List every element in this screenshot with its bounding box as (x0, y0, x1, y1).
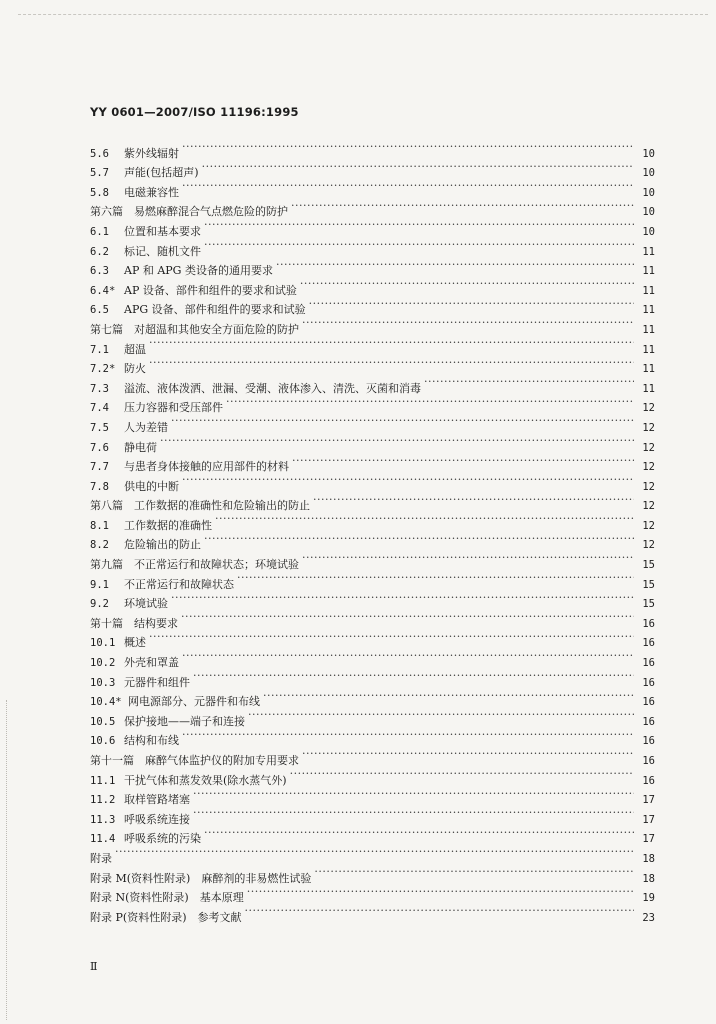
toc-leader-dots (226, 392, 634, 412)
toc-entry (90, 451, 655, 474)
toc-entry-number: 9.2 (90, 598, 109, 611)
toc-entry-number: 11.2 (90, 794, 116, 807)
toc-entry-page: 12 (642, 402, 655, 415)
toc-entry (90, 137, 655, 160)
toc-leader-dots (182, 137, 634, 157)
toc-entry-title: 工作数据的准确性 (124, 518, 212, 532)
toc-entry-number: 7.6 (90, 441, 109, 454)
toc-leader-dots (171, 588, 634, 608)
toc-leader-dots (302, 548, 634, 568)
toc-entry-title: 危险输出的防止 (124, 538, 201, 552)
toc-entry-title: 防火 (124, 362, 146, 376)
toc-entry-page: 10 (642, 147, 655, 160)
toc-entry-number: 6.4* (90, 284, 116, 297)
toc-leader-dots (193, 803, 634, 823)
toc-entry-title: 环境试验 (124, 597, 168, 611)
toc-entry (90, 372, 655, 395)
toc-leader-dots (247, 882, 634, 902)
toc-entry-page: 11 (642, 343, 655, 356)
toc-leader-dots (292, 451, 634, 471)
toc-entry-title: 溢流、液体泼洒、泄漏、受潮、液体渗入、清洗、灭菌和消毒 (124, 381, 421, 395)
toc-leader-dots (302, 313, 634, 333)
toc-entry-page: 16 (642, 617, 655, 630)
toc-entry (90, 411, 655, 434)
toc-entry-title: 第六篇 易燃麻醉混合气点燃危险的防护 (90, 205, 288, 219)
toc-entry-number: 7.5 (90, 421, 109, 434)
toc-entry-number: 7.2* (90, 363, 116, 376)
toc-leader-dots (244, 901, 634, 921)
toc-leader-dots (204, 823, 634, 843)
toc-leader-dots (204, 215, 634, 235)
toc-leader-dots (171, 411, 634, 431)
page-number: Ⅱ (90, 960, 98, 973)
toc-entry-number: 5.6 (90, 147, 109, 160)
toc-entry-title: 电磁兼容性 (124, 185, 179, 199)
toc-entry-title: 第十一篇 麻醉气体监护仪的附加专用要求 (90, 754, 299, 767)
toc-entry-page: 17 (642, 813, 655, 826)
toc-leader-dots (424, 372, 634, 392)
toc-entry-number: 10.1 (90, 637, 116, 650)
toc-entry-number: 7.3 (90, 382, 109, 395)
toc-entry-page: 23 (642, 911, 655, 924)
toc-entry-number: 11.3 (90, 813, 116, 826)
toc-entry-page: 18 (642, 852, 655, 865)
toc-entry-page: 10 (642, 186, 655, 199)
toc-leader-dots (215, 509, 634, 529)
toc-entry-title: 压力容器和受压部件 (124, 401, 223, 415)
toc-leader-dots (204, 529, 634, 549)
toc-entry-title: 附录 P(资料性附录) 参考文献 (90, 910, 242, 924)
toc-entry-title: 第九篇 不正常运行和故障状态；环境试验 (90, 558, 299, 572)
toc-entry-number: 7.4 (90, 402, 109, 415)
toc-entry-title: 结构和布线 (124, 734, 179, 748)
toc-entry-page: 12 (642, 441, 655, 454)
toc-entry (90, 431, 655, 454)
toc-entry-page: 18 (642, 872, 655, 885)
toc-entry-page: 16 (642, 657, 655, 670)
toc-leader-dots (202, 157, 634, 177)
standard-header: YY 0601—2007/ISO 11196:1995 (90, 105, 299, 119)
toc-leader-dots (149, 627, 634, 647)
toc-entry-title: 超温 (124, 342, 146, 356)
toc-entry-title: 外壳和罩盖 (124, 656, 179, 670)
toc-leader-dots (300, 274, 634, 294)
toc-entry (90, 842, 655, 865)
toc-entry-title: APG 设备、部件和组件的要求和试验 (124, 303, 306, 317)
toc-entry-title: 附录 N(资料性附录) 基本原理 (90, 891, 244, 905)
toc-leader-dots (115, 842, 634, 862)
toc-leader-dots (313, 490, 634, 510)
toc-entry-title: 声能(包括超声) (124, 166, 199, 180)
toc-entry-page: 19 (642, 892, 655, 905)
toc-entry-page: 11 (642, 284, 655, 297)
toc-entry-page: 12 (642, 421, 655, 434)
toc-entry-number: 11.1 (90, 774, 116, 787)
toc-entry-page: 10 (642, 167, 655, 180)
toc-entry-number: 6.3 (90, 265, 109, 278)
toc-entry (90, 588, 655, 611)
toc-entry-title: 与患者身体接触的应用部件的材料 (124, 460, 289, 474)
toc-entry-number: 10.3 (90, 676, 116, 689)
toc-leader-dots (149, 353, 634, 373)
toc-entry-title: 元器件和组件 (124, 675, 190, 689)
toc-entry-title: 第八篇 工作数据的准确性和危险输出的防止 (90, 499, 310, 513)
toc-leader-dots (302, 744, 634, 764)
toc-leader-dots (204, 235, 634, 255)
toc-entry-page: 12 (642, 480, 655, 493)
toc-entry-title: 概述 (124, 636, 146, 650)
toc-entry-number: 5.7 (90, 167, 109, 180)
toc-entry-number: 8.2 (90, 539, 109, 552)
toc-entry-title: 标记、随机文件 (124, 244, 201, 258)
toc-entry-number: 10.6 (90, 735, 116, 748)
toc-entry-number: 5.8 (90, 186, 109, 199)
toc-entry-page: 16 (642, 676, 655, 689)
toc-entry-number: 8.1 (90, 519, 109, 532)
toc-entry-page: 15 (642, 578, 655, 591)
toc-entry-title: 不正常运行和故障状态 (124, 577, 234, 591)
toc-entry-page: 16 (642, 696, 655, 709)
toc-entry-page: 11 (642, 265, 655, 278)
toc-entry-page: 15 (642, 559, 655, 572)
toc-entry-number: 9.1 (90, 578, 109, 591)
toc-entry-title: AP 和 APG 类设备的通用要求 (124, 264, 273, 278)
toc-entry-page: 11 (642, 323, 655, 336)
toc-entry-title: 取样管路堵塞 (124, 793, 190, 807)
toc-leader-dots (149, 333, 634, 353)
toc-leader-dots (193, 666, 634, 686)
toc-leader-dots (193, 784, 634, 804)
toc-entry-number: 6.5 (90, 304, 109, 317)
toc-entry-title: 呼吸系统连接 (124, 812, 190, 826)
table-of-contents (90, 137, 655, 924)
toc-entry-page: 16 (642, 735, 655, 748)
toc-entry-number: 7.7 (90, 461, 109, 474)
toc-entry-page: 15 (642, 598, 655, 611)
toc-entry-page: 12 (642, 500, 655, 513)
toc-leader-dots (182, 646, 634, 666)
toc-entry-page: 12 (642, 539, 655, 552)
toc-entry-number: 6.1 (90, 225, 109, 238)
toc-entry-title: 呼吸系统的污染 (124, 832, 201, 846)
toc-entry-page: 12 (642, 461, 655, 474)
toc-entry-title: AP 设备、部件和组件的要求和试验 (124, 283, 297, 297)
toc-entry-page: 11 (642, 245, 655, 258)
toc-entry-number: 10.5 (90, 715, 116, 728)
toc-entry-title: 网电源部分、元器件和布线 (128, 695, 260, 709)
toc-leader-dots (182, 176, 634, 196)
toc-entry-title: 第十篇 结构要求 (90, 616, 178, 630)
toc-entry-page: 10 (642, 225, 655, 238)
toc-entry-number: 10.2 (90, 657, 116, 670)
toc-entry-page: 10 (642, 206, 655, 219)
toc-leader-dots (182, 725, 634, 745)
toc-entry-title: 位置和基本要求 (124, 224, 201, 238)
toc-entry-page: 11 (642, 363, 655, 376)
toc-entry-title: 人为差错 (124, 420, 168, 434)
toc-leader-dots (263, 686, 634, 706)
toc-leader-dots (291, 196, 634, 216)
toc-leader-dots (309, 294, 634, 314)
toc-entry-number: 7.1 (90, 343, 109, 356)
toc-entry (90, 627, 655, 650)
scan-left-border (6, 700, 7, 1020)
toc-leader-dots (181, 607, 634, 627)
toc-entry-number: 10.4* (90, 696, 122, 709)
toc-entry-number: 7.8 (90, 480, 109, 493)
toc-entry-title: 附录 M(资料性附录) 麻醉剂的非易燃性试验 (90, 871, 312, 885)
toc-entry-page: 16 (642, 715, 655, 728)
toc-entry-number: 11.4 (90, 833, 116, 846)
toc-entry-page: 12 (642, 519, 655, 532)
toc-entry (90, 607, 655, 630)
toc-entry-title: 第七篇 对超温和其他安全方面危险的防护 (90, 322, 299, 336)
toc-entry-title: 静电荷 (124, 440, 157, 454)
toc-leader-dots (160, 431, 634, 451)
toc-entry (90, 646, 655, 670)
toc-entry-title: 供电的中断 (124, 479, 179, 493)
toc-leader-dots (248, 705, 634, 725)
toc-entry-title: 紫外线辐射 (124, 146, 179, 160)
toc-leader-dots (276, 255, 634, 275)
toc-leader-dots (237, 568, 634, 588)
toc-entry-page: 16 (642, 637, 655, 650)
toc-leader-dots (314, 862, 634, 882)
toc-entry (90, 353, 655, 376)
toc-entry-page: 16 (642, 774, 655, 787)
toc-entry-title: 保护接地——端子和连接 (124, 714, 245, 728)
toc-entry-page: 17 (642, 833, 655, 846)
toc-entry-page: 11 (642, 304, 655, 317)
toc-entry-page: 17 (642, 794, 655, 807)
toc-leader-dots (182, 470, 634, 490)
scan-top-border (18, 14, 708, 15)
toc-entry-page: 16 (642, 755, 655, 767)
toc-entry-number: 6.2 (90, 245, 109, 258)
toc-leader-dots (290, 764, 634, 784)
toc-entry-title: 干扰气体和蒸发效果(除水蒸气外) (124, 773, 287, 787)
toc-entry (90, 862, 655, 885)
toc-entry (90, 333, 655, 356)
toc-entry-page: 11 (642, 382, 655, 395)
toc-entry-title: 附录 (90, 851, 112, 865)
